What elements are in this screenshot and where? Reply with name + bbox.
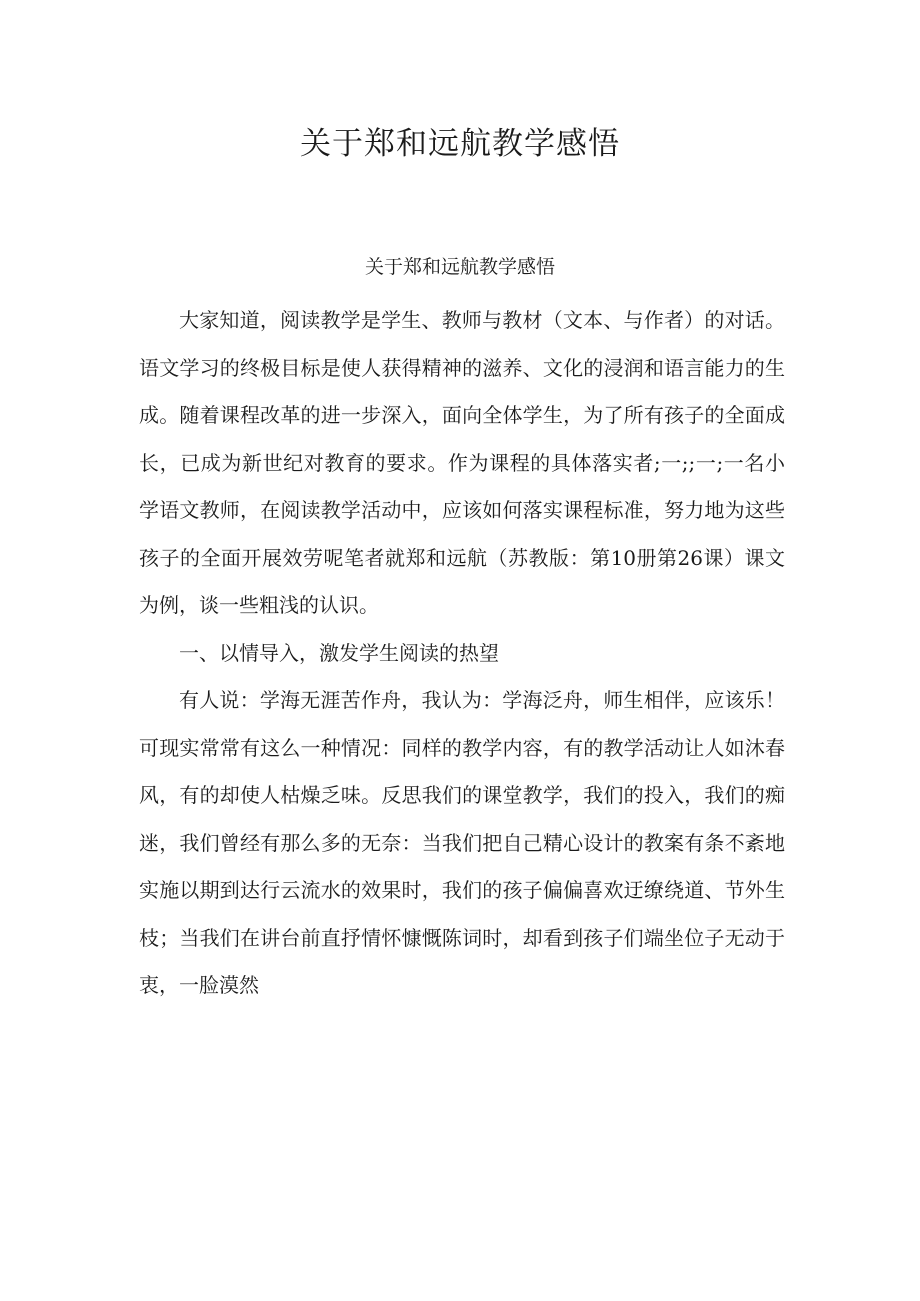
- document-subtitle: 关于郑和远航教学感悟: [364, 256, 555, 278]
- document-body: [139, 297, 785, 1010]
- paragraph-intro: 大家知道，阅读教学是学生、教师与教材（文本、与作者）的对话。语文学习的终极目标是使人获得精神的滋养、文化的浸润和语言能力的生成。随着课程改革的进一步深入，面向全体学生，为了所有孩子的全面成长，已成为新世纪对教育的要求。作为课程的具体落实者;一;;一;一名小学语文教师，在阅读教学活动中，应该如何落实课程标准，努力地为这些孩子的全面开展效劳呢笔者就郑和远航（苏教版：第10册第26课）课文为例，谈一些粗浅的认识。: [139, 308, 785, 617]
- section-heading: 一、以情导入，激发学生阅读的热望: [179, 640, 499, 665]
- document-title: 关于郑和远航教学感悟: [300, 126, 620, 162]
- paragraph-section-one: 有人说：学海无涯苦作舟，我认为：学海泛舟，师生相伴，应该乐！可现实常常有这么一种情况：同样的教学内容，有的教学活动让人如沐春风，有的却使人枯燥乏味。反思我们的课堂教学，我们的投入，我们的痴迷，我们曾经有那么多的无奈：当我们把自己精心设计的教案有条不紊地实施以期到达行云流水的效果时，我们的孩子偏偏喜欢迂缭绕道、节外生枝；当我们在讲台前直抒情怀慷慨陈词时，却看到孩子们端坐位子无动于衷，一脸漠然: [139, 688, 785, 997]
